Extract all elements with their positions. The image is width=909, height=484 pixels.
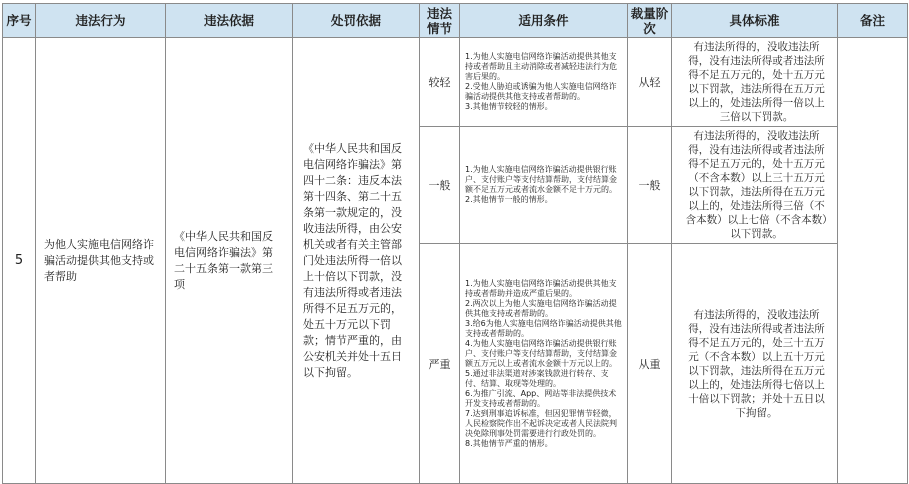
cell-plot-light: 较轻 bbox=[420, 38, 460, 127]
condition-item: 6.为推广引流、App、网站等非法提供技术开发支持或者帮助的。 bbox=[465, 388, 617, 408]
condition-item: 3.其他情节较轻的情形。 bbox=[465, 102, 553, 111]
cell-conditions-light bbox=[460, 38, 628, 127]
cell-standard-light: 有违法所得的，没收违法所得，没有违法所得或者违法所得不足五万元的，处十五万元以下罚款，违法所得在五万元以上的，处违法所得一倍以上三倍以下罚款。 bbox=[672, 38, 838, 127]
cell-act: 为他人实施电信网络诈骗活动提供其他支持或者帮助 bbox=[36, 38, 166, 484]
condition-item: 3.给6为他人实施电信网络诈骗活动提供其他支持或者帮助的。 bbox=[465, 318, 622, 338]
cell-level-light: 从轻 bbox=[628, 38, 672, 127]
header-plot: 违法情节 bbox=[420, 4, 460, 38]
cell-seq: 5 bbox=[3, 38, 36, 484]
condition-item: 4.为他人实施电信网络诈骗活动提供银行账户、支付账户等支付结算帮助，支付结算金额五万元以上或者流水金额十万元以上的。 bbox=[465, 338, 617, 368]
header-conditions: 适用条件 bbox=[460, 4, 628, 38]
condition-item: 5.通过非法渠道对涉案钱款进行转存、支付、结算、取现等处理的。 bbox=[465, 368, 609, 388]
cell-conditions-general bbox=[460, 127, 628, 244]
cell-plot-severe: 严重 bbox=[420, 244, 460, 484]
condition-item: 7.达到刑事追诉标准，但因犯罪情节轻微，人民检察院作出不起诉决定或者人民法院判决免除刑事处罚需要进行行政处罚的。 bbox=[465, 408, 617, 438]
penalty-standard-table bbox=[2, 3, 908, 484]
condition-item: 1.为他人实施电信网络诈骗活动提供银行账户、支付账户等支付结算帮助，支付结算金额不足五万元或者流水金额不足十万元的。 bbox=[465, 165, 617, 194]
table-row-light bbox=[3, 38, 908, 127]
header-standard: 具体标准 bbox=[672, 4, 838, 38]
condition-item: 2.两次以上为他人实施电信网络诈骗活动提供其他支持或者帮助的。 bbox=[465, 298, 617, 318]
cell-standard-severe: 有违法所得的，没收违法所得，没有违法所得或者违法所得不足五万元的，处三十五万元（不含本数）以上五十万元以下罚款，违法所得在五万元以上的，处违法所得七倍以上十倍以下罚款；并处十五日以下拘留。 bbox=[672, 244, 838, 484]
condition-item: 1.为他人实施电信网络诈骗活动提供其他支持或者帮助并造成严重后果的。 bbox=[465, 278, 617, 298]
header-note: 备注 bbox=[838, 4, 908, 38]
cell-basis: 《中华人民共和国反电信网络诈骗法》第二十五条第一款第三项 bbox=[166, 38, 293, 484]
header-level: 裁量阶次 bbox=[628, 4, 672, 38]
cell-note bbox=[838, 38, 908, 484]
condition-item: 1.为他人实施电信网络诈骗活动提供其他支持或者帮助且主动消除或者减轻违法行为危害后果的。 bbox=[465, 52, 617, 81]
condition-item: 8.其他情节严重的情形。 bbox=[465, 438, 553, 448]
cell-level-general: 一般 bbox=[628, 127, 672, 244]
header-penalty-basis: 处罚依据 bbox=[293, 4, 420, 38]
cell-penalty-basis: 《中华人民共和国反电信网络诈骗法》第四十二条：违反本法第十四条、第二十五条第一款规定的，没收违法所得，由公安机关或者有关主管部门处违法所得一倍以上十倍以下罚款，没有违法所得或者违法所得不足五万元的，处五十万元以下罚款；情节严重的，由公安机关并处十五日以下拘留。 bbox=[293, 38, 420, 484]
cell-plot-general: 一般 bbox=[420, 127, 460, 244]
condition-item: 2.其他情节一般的情形。 bbox=[465, 195, 553, 204]
header-row bbox=[3, 4, 908, 38]
cell-level-severe: 从重 bbox=[628, 244, 672, 484]
cell-conditions-severe bbox=[460, 244, 628, 484]
condition-item: 2.受他人胁迫或诱骗为他人实施电信网络诈骗活动提供其他支持或者帮助的。 bbox=[465, 82, 617, 101]
header-seq: 序号 bbox=[3, 4, 36, 38]
cell-standard-general: 有违法所得的，没收违法所得，没有违法所得或者违法所得不足五万元的，处十五万元（不含本数）以上三十五万元以下罚款，违法所得在五万元以上的，处违法所得三倍（不含本数）以上七倍（不含本数）以下罚款。 bbox=[672, 127, 838, 244]
header-basis: 违法依据 bbox=[166, 4, 293, 38]
header-act: 违法行为 bbox=[36, 4, 166, 38]
